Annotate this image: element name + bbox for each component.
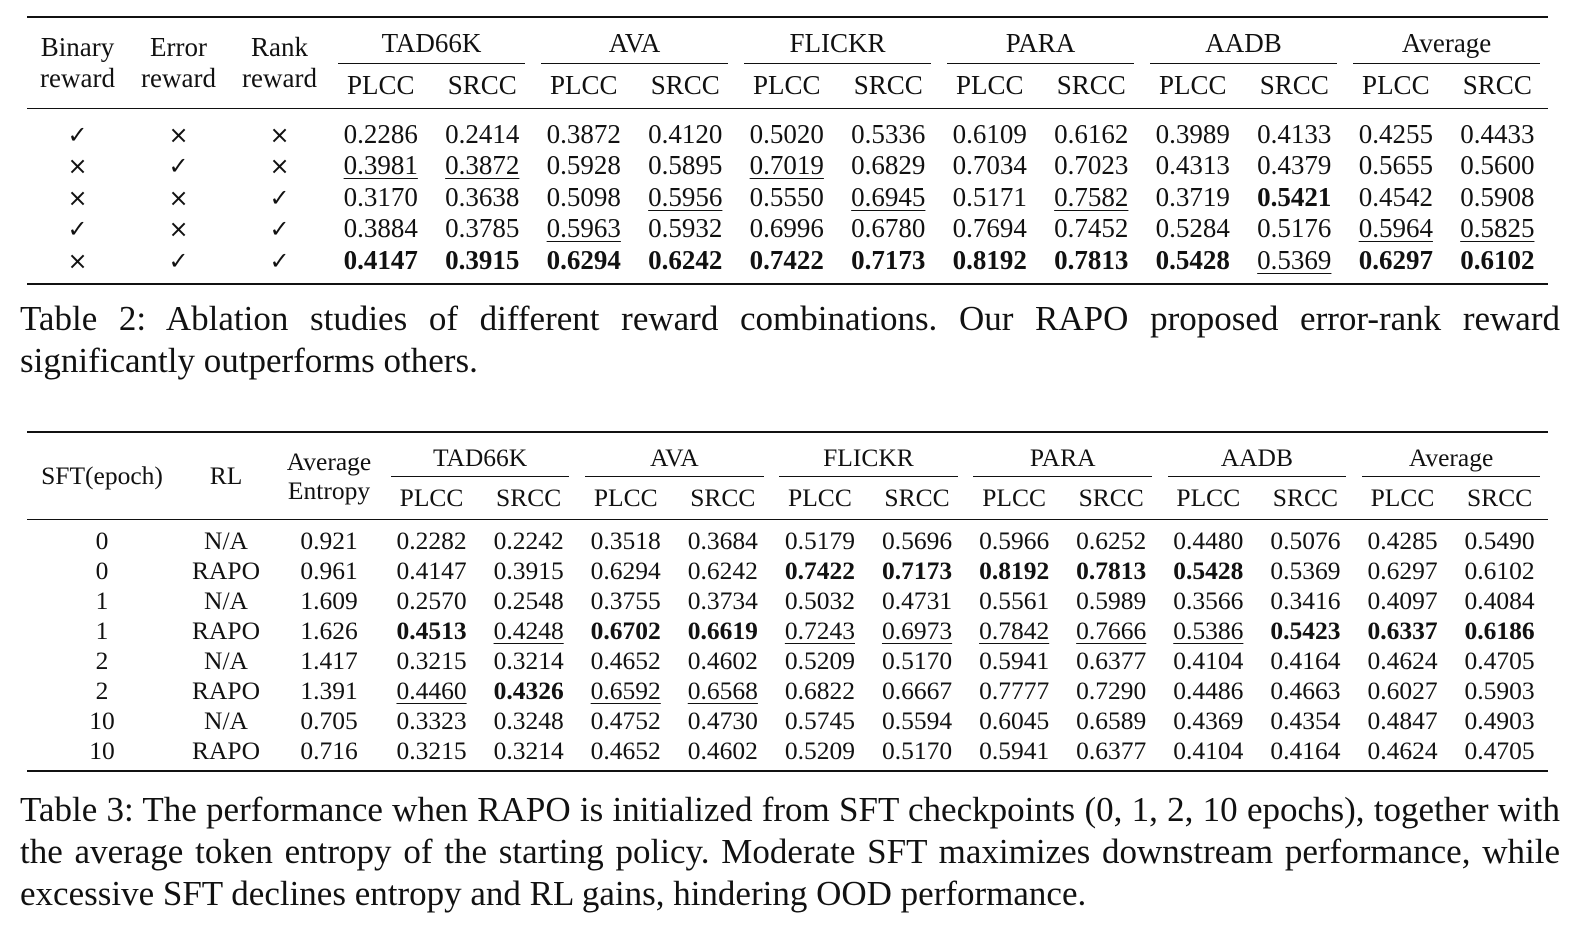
metric-value-cell: 0.4652 [590, 735, 661, 765]
metric-value-cell: 0.8192 [952, 244, 1027, 275]
metric-value-cell: 0.5032 [784, 585, 855, 615]
metric-value-cell: 0.5966 [979, 525, 1050, 555]
metric-value-cell: 0.7422 [784, 555, 855, 585]
metric-value-cell: 0.5561 [979, 585, 1050, 615]
binary-reward-header: Binary reward [27, 17, 128, 109]
metric-value-cell: 0.2414 [445, 118, 520, 149]
metric-value-cell: 0.4903 [1464, 705, 1535, 735]
metric-value-cell: 0.4433 [1460, 118, 1535, 149]
metric-value-cell: 0.5369 [1270, 555, 1341, 585]
metric-value-cell: 0.7813 [1054, 244, 1129, 275]
metric-value-cell: 0.5209 [784, 735, 855, 765]
metric-value-cell: 0.5171 [952, 181, 1027, 212]
metric-header: SRCC [1462, 70, 1532, 101]
metric-value-cell: 0.4730 [687, 705, 758, 735]
metric-value-cell: 0.3872 [546, 118, 621, 149]
metric-value-cell: 0.4164 [1270, 735, 1341, 765]
metric-value-cell: 0.5170 [881, 645, 953, 675]
metric-value-cell: 0.6294 [590, 555, 661, 585]
dataset-header: FLICKR [771, 432, 965, 477]
metric-value-cell: 0.3170 [343, 181, 418, 212]
table-row [27, 520, 1548, 557]
metric-header: SRCC [496, 482, 562, 512]
metric-value-cell: 0.3566 [1173, 585, 1244, 615]
metric-value-cell: 0.5423 [1270, 615, 1341, 645]
entropy-cell: 1.391 [300, 675, 358, 705]
dataset-header: PARA [966, 432, 1160, 477]
dataset-header: Average [1345, 17, 1548, 64]
metric-header: PLCC [753, 70, 821, 101]
metric-header: SRCC [650, 70, 720, 101]
metric-value-cell: 0.5956 [648, 181, 723, 212]
metric-value-cell: 0.4460 [396, 675, 467, 705]
rank-reward-cell: × [269, 152, 290, 181]
table-2-caption: Table 2: Ablation studies of different reward combinations. Our RAPO proposed error-rank reward significantly outperforms others. [20, 299, 1560, 380]
metric-value-cell: 0.7019 [749, 150, 824, 181]
error-reward-cell: × [168, 183, 189, 212]
binary-reward-cell: × [67, 152, 88, 181]
table-row [27, 109, 1548, 151]
sft-epoch-cell: 1 [95, 585, 109, 615]
entropy-cell: 1.626 [300, 615, 358, 645]
average-entropy-header: Average Entropy [275, 432, 383, 520]
error-reward-cell: ✓ [168, 152, 189, 181]
rl-cell: N/A [204, 525, 248, 555]
metric-value-cell: 0.4705 [1464, 645, 1535, 675]
metric-value-cell: 0.5209 [784, 645, 855, 675]
table-3 [27, 431, 1548, 772]
binary-reward-cell: × [67, 246, 88, 275]
rl-header: RL [177, 432, 275, 520]
metric-header: PLCC [788, 482, 852, 512]
metric-value-cell: 0.6822 [784, 675, 855, 705]
rl-cell: RAPO [191, 735, 261, 765]
metric-value-cell: 0.7023 [1054, 150, 1129, 181]
entropy-cell: 0.716 [300, 735, 358, 765]
sft-epoch-cell: 10 [89, 735, 115, 765]
metric-header: PLCC [550, 70, 618, 101]
metric-value-cell: 0.6242 [687, 555, 758, 585]
metric-value-cell: 0.3872 [445, 150, 520, 181]
metric-header: PLCC [1159, 70, 1227, 101]
table-2-body [27, 109, 1548, 284]
table-row [27, 706, 1548, 736]
dataset-header: TAD66K [383, 432, 577, 477]
sft-epoch-cell: 0 [95, 525, 109, 555]
metric-value-cell: 0.2242 [493, 525, 564, 555]
metric-value-cell: 0.3915 [445, 244, 520, 275]
metric-value-cell: 0.2282 [396, 525, 467, 555]
rl-cell: N/A [204, 585, 248, 615]
metric-value-cell: 0.4285 [1367, 525, 1438, 555]
metric-value-cell: 0.5284 [1155, 213, 1230, 244]
error-reward-cell: ✓ [168, 246, 189, 275]
entropy-cell: 0.705 [300, 705, 358, 735]
metric-value-cell: 0.5336 [851, 118, 926, 149]
metric-header: PLCC [982, 482, 1047, 512]
table-2 [27, 16, 1548, 285]
metric-value-cell: 0.6045 [979, 705, 1050, 735]
dataset-header: AVA [533, 17, 736, 64]
metric-value-cell: 0.6996 [749, 213, 824, 244]
metric-value-cell: 0.7813 [1076, 555, 1147, 585]
metric-header: PLCC [346, 70, 415, 101]
entropy-cell: 0.961 [300, 555, 358, 585]
metric-value-cell: 0.5895 [648, 150, 723, 181]
metric-value-cell: 0.6945 [851, 181, 926, 212]
metric-value-cell: 0.4542 [1358, 181, 1433, 212]
metric-header: PLCC [399, 482, 464, 512]
metric-header: SRCC [884, 482, 950, 512]
metric-value-cell: 0.5964 [1358, 213, 1433, 244]
metric-value-cell: 0.5908 [1460, 181, 1535, 212]
dataset-header: PARA [939, 17, 1142, 64]
metric-value-cell: 0.4147 [343, 244, 418, 275]
metric-value-cell: 0.5550 [749, 181, 824, 212]
metric-value-cell: 0.5428 [1173, 555, 1244, 585]
metric-value-cell: 0.5989 [1076, 585, 1147, 615]
metric-value-cell: 0.7173 [881, 555, 953, 585]
metric-value-cell: 0.6337 [1367, 615, 1438, 645]
metric-value-cell: 0.2286 [343, 118, 418, 149]
dataset-header: AVA [577, 432, 771, 477]
metric-value-cell: 0.6589 [1076, 705, 1147, 735]
metric-value-cell: 0.6109 [952, 118, 1027, 149]
metric-value-cell: 0.7034 [952, 150, 1027, 181]
metric-value-cell: 0.5170 [881, 735, 953, 765]
table-3-caption: Table 3: The performance when RAPO is initialized from SFT checkpoints (0, 1, 2, 10 epochs), together with the average token entropy of the starting policy. Moderate SFT maximizes downstream performance, while excessive SFT declines entropy and RL gains, hindering OOD performance. [20, 790, 1560, 913]
rl-cell: N/A [204, 705, 248, 735]
metric-value-cell: 0.6973 [881, 615, 953, 645]
metric-value-cell: 0.3785 [445, 213, 520, 244]
metric-value-cell: 0.5076 [1270, 525, 1341, 555]
metric-value-cell: 0.6186 [1464, 615, 1535, 645]
metric-value-cell: 0.4084 [1464, 585, 1535, 615]
table-row [27, 245, 1548, 284]
table-row [27, 214, 1548, 246]
metric-value-cell: 0.4663 [1270, 675, 1341, 705]
sft-epoch-cell: 1 [95, 615, 109, 645]
metric-value-cell: 0.6702 [590, 615, 661, 645]
sft-epoch-cell: 2 [95, 645, 109, 675]
metric-header: SRCC [853, 70, 923, 101]
binary-reward-cell: ✓ [67, 215, 88, 244]
metric-value-cell: 0.7694 [952, 213, 1027, 244]
sft-epoch-cell: 10 [89, 705, 115, 735]
metric-value-cell: 0.7452 [1054, 213, 1129, 244]
metric-value-cell: 0.4255 [1358, 118, 1433, 149]
table-row [27, 736, 1548, 771]
metric-value-cell: 0.7666 [1076, 615, 1147, 645]
metric-value-cell: 0.5655 [1358, 150, 1433, 181]
metric-value-cell: 0.5825 [1460, 213, 1535, 244]
rank-reward-cell: ✓ [269, 215, 290, 244]
dataset-header: Average [1354, 432, 1548, 477]
metric-value-cell: 0.5428 [1155, 244, 1230, 275]
dataset-header: FLICKR [736, 17, 939, 64]
rl-cell: N/A [204, 645, 248, 675]
metric-value-cell: 0.3884 [343, 213, 418, 244]
metric-value-cell: 0.4369 [1173, 705, 1244, 735]
metric-value-cell: 0.6829 [851, 150, 926, 181]
rank-reward-cell: × [269, 120, 290, 149]
metric-value-cell: 0.4164 [1270, 645, 1341, 675]
rank-reward-cell: ✓ [269, 183, 290, 212]
metric-value-cell: 0.7243 [784, 615, 855, 645]
metric-value-cell: 0.5594 [881, 705, 953, 735]
table-row [27, 556, 1548, 586]
metric-value-cell: 0.7422 [749, 244, 824, 275]
metric-value-cell: 0.5745 [784, 705, 855, 735]
metric-value-cell: 0.3416 [1270, 585, 1341, 615]
metric-value-cell: 0.5421 [1257, 181, 1332, 212]
metric-value-cell: 0.3989 [1155, 118, 1230, 149]
metric-value-cell: 0.4120 [648, 118, 723, 149]
metric-value-cell: 0.4480 [1173, 525, 1244, 555]
error-reward-cell: × [168, 120, 189, 149]
metric-value-cell: 0.5369 [1257, 244, 1332, 275]
metric-header: PLCC [1176, 482, 1241, 512]
metric-header: SRCC [690, 482, 756, 512]
metric-value-cell: 0.6377 [1076, 735, 1147, 765]
metric-value-cell: 0.5941 [979, 735, 1050, 765]
metric-value-cell: 0.7290 [1076, 675, 1147, 705]
table-row [27, 182, 1548, 214]
metric-value-cell: 0.4652 [590, 645, 661, 675]
metric-value-cell: 0.3719 [1155, 181, 1230, 212]
metric-header: PLCC [1370, 482, 1435, 512]
metric-value-cell: 0.4326 [493, 675, 564, 705]
sft-epoch-header: SFT(epoch) [27, 432, 177, 520]
metric-value-cell: 0.3915 [493, 555, 564, 585]
table-row [27, 151, 1548, 183]
metric-value-cell: 0.6297 [1358, 244, 1433, 275]
metric-value-cell: 0.4602 [687, 645, 758, 675]
binary-reward-cell: ✓ [67, 120, 88, 149]
metric-value-cell: 0.6162 [1054, 118, 1129, 149]
dataset-header: AADB [1160, 432, 1354, 477]
sft-epoch-cell: 0 [95, 555, 109, 585]
metric-value-cell: 0.6294 [546, 244, 621, 275]
metric-header: PLCC [593, 482, 658, 512]
metric-value-cell: 0.3248 [493, 705, 564, 735]
metric-value-cell: 0.5176 [1257, 213, 1332, 244]
metric-value-cell: 0.4147 [396, 555, 467, 585]
metric-value-cell: 0.4486 [1173, 675, 1244, 705]
metric-value-cell: 0.6568 [687, 675, 758, 705]
error-reward-cell: × [168, 215, 189, 244]
metric-value-cell: 0.3638 [445, 181, 520, 212]
metric-value-cell: 0.6242 [648, 244, 723, 275]
metric-value-cell: 0.6377 [1076, 645, 1147, 675]
metric-value-cell: 0.3981 [343, 150, 418, 181]
metric-value-cell: 0.2570 [396, 585, 467, 615]
metric-value-cell: 0.4248 [493, 615, 564, 645]
metric-value-cell: 0.3215 [396, 735, 467, 765]
metric-value-cell: 0.4104 [1173, 735, 1244, 765]
metric-value-cell: 0.5020 [749, 118, 824, 149]
metric-value-cell: 0.2548 [493, 585, 564, 615]
metric-value-cell: 0.5963 [546, 213, 621, 244]
metric-header: SRCC [447, 70, 517, 101]
metric-value-cell: 0.3323 [396, 705, 467, 735]
metric-value-cell: 0.7173 [851, 244, 926, 275]
metric-value-cell: 0.3755 [590, 585, 661, 615]
metric-value-cell: 0.3214 [493, 645, 564, 675]
metric-value-cell: 0.5932 [648, 213, 723, 244]
metric-header: PLCC [1362, 70, 1430, 101]
metric-value-cell: 0.6102 [1460, 244, 1535, 275]
metric-value-cell: 0.7777 [979, 675, 1050, 705]
metric-value-cell: 0.3518 [590, 525, 661, 555]
metric-value-cell: 0.4731 [881, 585, 953, 615]
table-row [27, 586, 1548, 616]
metric-value-cell: 0.8192 [979, 555, 1050, 585]
metric-value-cell: 0.5928 [546, 150, 621, 181]
rl-cell: RAPO [191, 615, 261, 645]
metric-value-cell: 0.6252 [1076, 525, 1147, 555]
entropy-cell: 0.921 [300, 525, 358, 555]
metric-value-cell: 0.4513 [396, 615, 467, 645]
metric-value-cell: 0.4097 [1367, 585, 1438, 615]
entropy-cell: 1.609 [300, 585, 358, 615]
metric-value-cell: 0.3214 [493, 735, 564, 765]
rank-reward-header: Rank reward [229, 17, 330, 109]
metric-value-cell: 0.4752 [590, 705, 661, 735]
metric-value-cell: 0.6297 [1367, 555, 1438, 585]
metric-value-cell: 0.5386 [1173, 615, 1244, 645]
metric-value-cell: 0.4602 [687, 735, 758, 765]
metric-value-cell: 0.5903 [1464, 675, 1535, 705]
metric-value-cell: 0.4354 [1270, 705, 1341, 735]
sft-epoch-cell: 2 [95, 675, 109, 705]
metric-value-cell: 0.4705 [1464, 735, 1535, 765]
binary-reward-cell: × [67, 183, 88, 212]
entropy-cell: 1.417 [300, 645, 358, 675]
metric-value-cell: 0.4313 [1155, 150, 1230, 181]
metric-value-cell: 0.7842 [979, 615, 1050, 645]
metric-value-cell: 0.6667 [881, 675, 953, 705]
metric-header: PLCC [956, 70, 1024, 101]
metric-value-cell: 0.5696 [881, 525, 953, 555]
metric-value-cell: 0.4847 [1367, 705, 1438, 735]
metric-header: SRCC [1078, 482, 1144, 512]
metric-value-cell: 0.6102 [1464, 555, 1535, 585]
metric-value-cell: 0.4133 [1257, 118, 1332, 149]
metric-value-cell: 0.4624 [1367, 645, 1438, 675]
metric-value-cell: 0.5490 [1464, 525, 1535, 555]
metric-header: SRCC [1467, 482, 1533, 512]
rl-cell: RAPO [191, 675, 261, 705]
metric-header: SRCC [1259, 70, 1329, 101]
metric-value-cell: 0.3684 [687, 525, 758, 555]
error-reward-header: Error reward [128, 17, 229, 109]
metric-value-cell: 0.6619 [687, 615, 758, 645]
metric-value-cell: 0.6780 [851, 213, 926, 244]
metric-value-cell: 0.4104 [1173, 645, 1244, 675]
table-3-body [27, 520, 1548, 772]
metric-value-cell: 0.4379 [1257, 150, 1332, 181]
metric-value-cell: 0.5941 [979, 645, 1050, 675]
metric-value-cell: 0.5600 [1460, 150, 1535, 181]
metric-value-cell: 0.6592 [590, 675, 661, 705]
rl-cell: RAPO [191, 555, 261, 585]
metric-value-cell: 0.5179 [784, 525, 855, 555]
metric-value-cell: 0.7582 [1054, 181, 1129, 212]
rank-reward-cell: ✓ [269, 246, 290, 275]
metric-header: SRCC [1056, 70, 1126, 101]
metric-value-cell: 0.5098 [546, 181, 621, 212]
metric-value-cell: 0.6027 [1367, 675, 1438, 705]
dataset-header: TAD66K [330, 17, 533, 64]
metric-header: SRCC [1272, 482, 1339, 512]
table-row [27, 646, 1548, 676]
metric-value-cell: 0.3215 [396, 645, 467, 675]
dataset-header: AADB [1142, 17, 1345, 64]
metric-value-cell: 0.4624 [1367, 735, 1438, 765]
table-row [27, 676, 1548, 706]
table-row [27, 616, 1548, 646]
metric-value-cell: 0.3734 [687, 585, 758, 615]
